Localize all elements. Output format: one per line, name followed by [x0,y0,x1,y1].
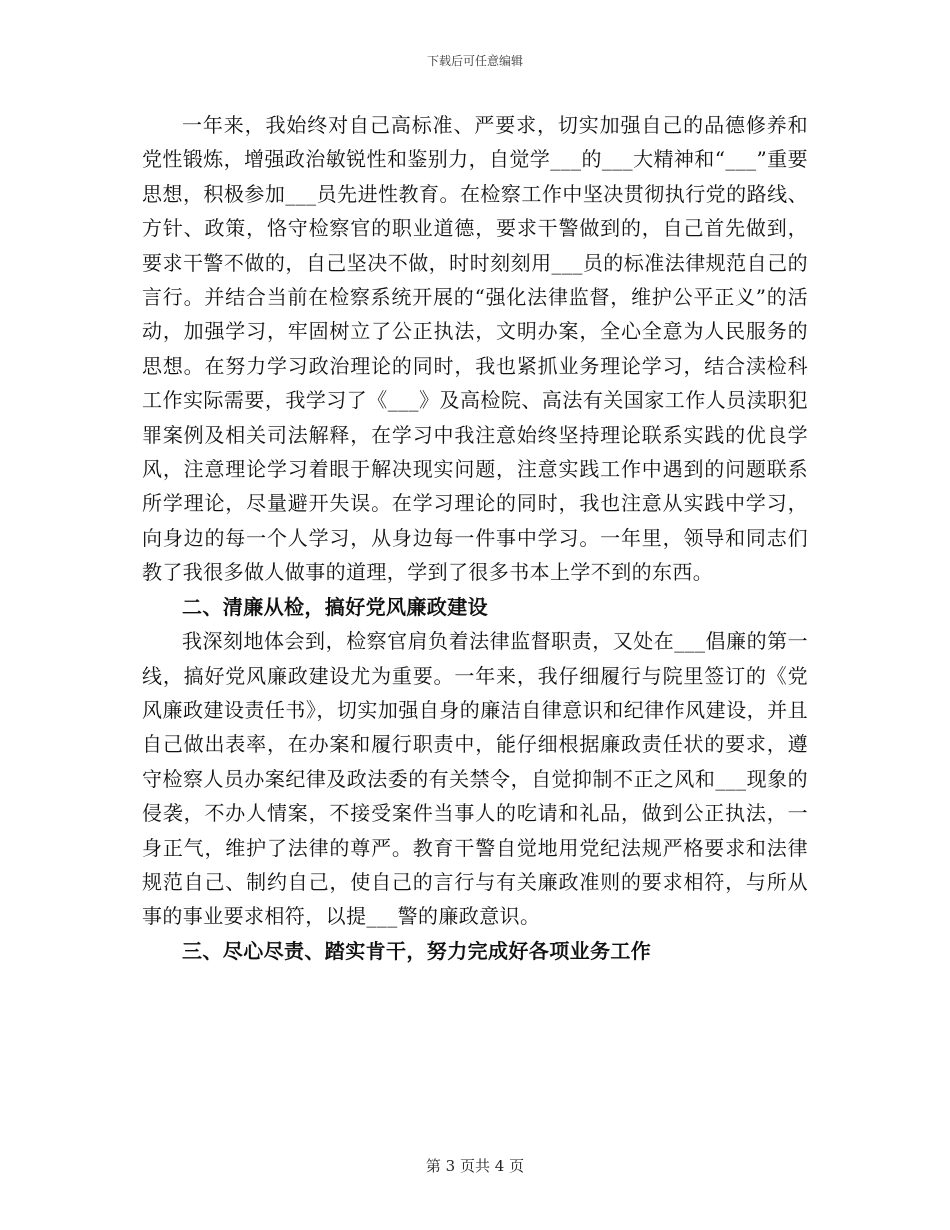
section-heading-duties: 三、尽心尽责、踏实肯干，努力完成好各项业务工作 [182,938,652,963]
paragraph-study: 一年来，我始终对自己高标准、严要求，切实加强自己的品德修养和党性锻炼，增强政治敏锐性和鉴别力，自觉学___的___大精神和“___”重要思想，积极参加___员先进性教育。在检察工作中坚决贯彻执行党的路线、方针、政策，恪守检察官的职业道德，要求干警做到的，自己首先做到，要求干警不做的，自己坚决不做，时时刻刻用___员的标准法律规范自己的言行。并结合当前在检察系统开展的“强化法律监督，维护公平正义”的活动，加强学习，牢固树立了公正执法，文明办案，全心全意为人民服务的思想。在努力学习政治理论的同时，我也紧抓业务理论学习，结合渎检科工作实际需要，我学习了《___》及高检院、高法有关国家工作人员渎职犯罪案例及相关司法解释，在学习中我注意始终坚持理论联系实践的优良学风，注意理论学习着眼于解决现实问题，注意实践工作中遇到的问题联系所学理论，尽量避开失误。在学习理论的同时，我也注意从实践中学习，向身边的每一个人学习，从身边每一件事中学习。一年里，领导和同志们教了我很多做人做事的道理，学到了很多书本上学不到的东西。 [142,113,808,585]
page-header: 下载后可任意编辑 [426,54,523,68]
paragraph-integrity: 我深刻地体会到，检察官肩负着法律监督职责，又处在___倡廉的第一线，搞好党风廉政建设尤为重要。一年来，我仔细履行与院里签订的《党风廉政建设责任书》，切实加强自身的廉洁自律意识和纪律作风建设，并且自己做出表率，在办案和履行职责中，能仔细根据廉政责任状的要求，遵守检察人员办案纪律及政法委的有关禁令，自觉抑制不正之风和___现象的侵袭，不办人情案，不接受案件当事人的吃请和礼品，做到公正执法，一身正气，维护了法律的尊严。教育干警自觉地用党纪法规严格要求和法律规范自己、制约自己，使自己的言行与有关廉政准则的要求相符，与所从事的事业要求相符，以提___警的廉政意识。 [142,629,808,929]
page-number: 第 3 页共 4 页 [425,1157,525,1175]
section-heading-integrity: 二、清廉从检，搞好党风廉政建设 [182,594,488,619]
document-body [142,108,808,968]
